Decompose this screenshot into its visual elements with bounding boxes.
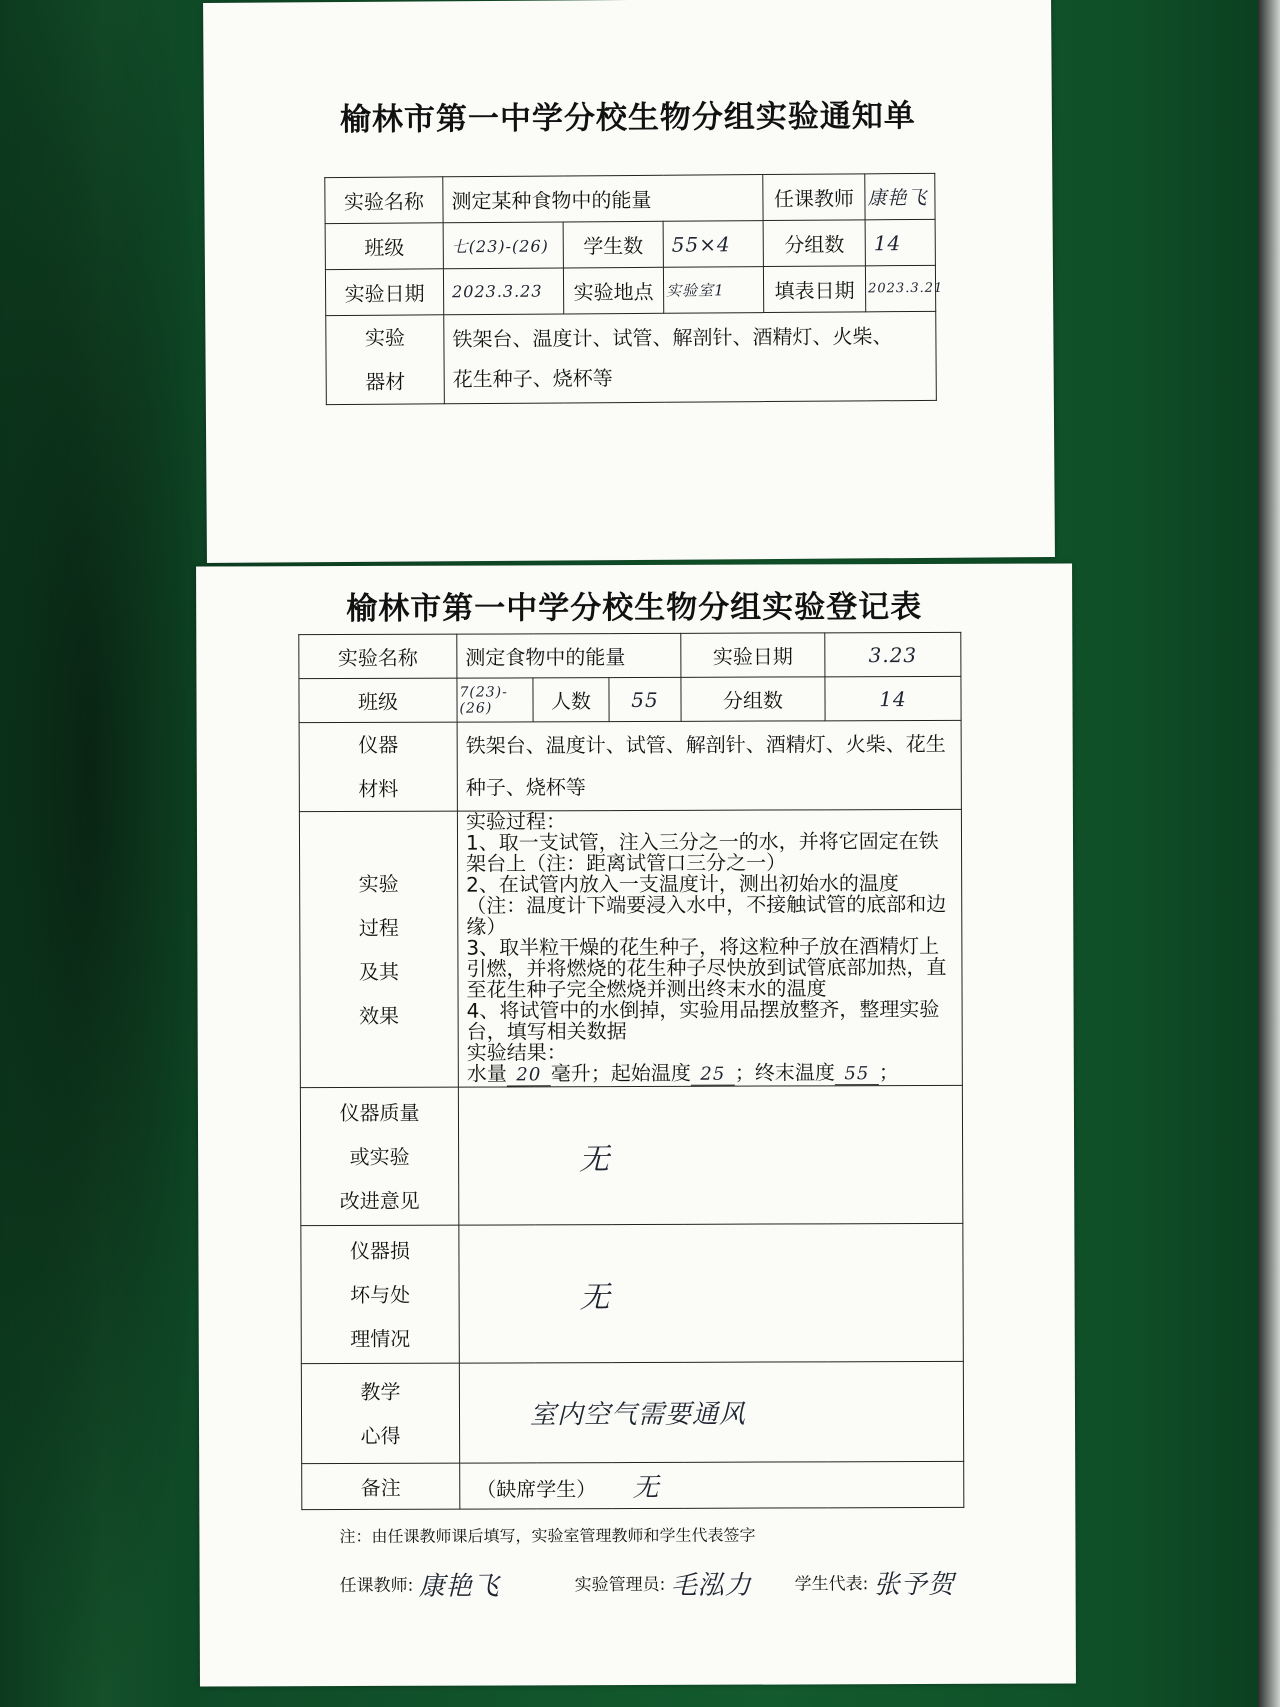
label-instruments-line1: 仪器 bbox=[358, 732, 399, 757]
notice-sheet bbox=[203, 0, 1055, 563]
label-equipment-line1: 实验 bbox=[364, 325, 405, 350]
admin-label: 实验管理员: bbox=[574, 1574, 666, 1596]
value-people: 55 bbox=[609, 677, 681, 721]
register-sheet bbox=[196, 563, 1076, 1686]
label-quality-line2: 或实验 bbox=[349, 1144, 410, 1169]
student-sign: 张予贺 bbox=[873, 1569, 955, 1601]
value-instruments bbox=[457, 720, 961, 811]
background-edge bbox=[1258, 0, 1280, 1707]
procedure-step-1: 1、取一支试管，注入三分之一的水，并将它固定在铁架台上（注：距离试管口三分之一） bbox=[465, 828, 939, 876]
label-quality-line1: 仪器质量 bbox=[339, 1100, 420, 1125]
label-class: 班级 bbox=[299, 678, 457, 723]
value-exp-name: 测定某种食物中的能量 bbox=[443, 175, 763, 223]
label-instruments-line2: 材料 bbox=[358, 776, 399, 801]
label-procedure-line2: 过程 bbox=[358, 915, 399, 940]
label-equipment bbox=[326, 315, 445, 405]
label-quality bbox=[300, 1087, 458, 1226]
label-location: 实验地点 bbox=[563, 267, 663, 314]
water-label: 水量 bbox=[466, 1061, 507, 1086]
value-class: 7(23)-(26) bbox=[457, 678, 533, 722]
label-teaching-line1: 教学 bbox=[360, 1379, 401, 1404]
value-students: 55×4 bbox=[663, 221, 763, 268]
result-heading: 实验结果： bbox=[466, 1040, 567, 1065]
label-groups: 分组数 bbox=[763, 220, 865, 267]
admin-signature bbox=[575, 1565, 752, 1603]
end-tail: ； bbox=[878, 1060, 899, 1085]
label-class: 班级 bbox=[325, 223, 443, 270]
value-instruments-line1: 铁架台、温度计、试管、解剖针、酒精灯、火柴、花生 bbox=[465, 731, 946, 758]
value-exp-date: 3.23 bbox=[825, 632, 961, 676]
value-location: 实验室1 bbox=[663, 267, 763, 314]
procedure-step-4: 4、将试管中的水倒掉，实验用品摆放整齐，整理实验台，填写相关数据 bbox=[466, 996, 940, 1044]
label-procedure-line3: 及其 bbox=[358, 959, 400, 984]
footer-note: 注：由任课教师课后填写，实验室管理教师和学生代表签字 bbox=[339, 1525, 756, 1547]
student-label: 学生代表: bbox=[794, 1574, 869, 1595]
register-title: 榆林市第一中学分校生物分组实验登记表 bbox=[346, 588, 923, 628]
notice-title: 榆林市第一中学分校生物分组实验通知单 bbox=[339, 97, 916, 139]
value-quality: 无 bbox=[458, 1085, 962, 1225]
value-equipment-line1: 铁架台、温度计、试管、解剖针、酒精灯、火柴、 bbox=[452, 324, 893, 352]
signature-row bbox=[339, 1564, 1060, 1602]
label-quality-line3: 改进意见 bbox=[339, 1188, 420, 1213]
value-teaching: 室内空气需要通风 bbox=[459, 1361, 963, 1463]
start-temp: 25 bbox=[691, 1064, 735, 1086]
remark-prefix: （缺席学生） bbox=[476, 1477, 597, 1502]
value-groups: 14 bbox=[825, 676, 961, 720]
label-instruments bbox=[299, 722, 457, 812]
label-equipment-line2: 器材 bbox=[365, 369, 406, 394]
label-fill-date: 填表日期 bbox=[763, 266, 865, 313]
label-exp-name: 实验名称 bbox=[299, 634, 457, 679]
value-exp-date: 2023.3.23 bbox=[443, 268, 563, 315]
label-procedure-line4: 效果 bbox=[359, 1003, 400, 1028]
label-damage-line2: 坏与处 bbox=[350, 1282, 411, 1307]
end-temp: 55 bbox=[835, 1063, 879, 1085]
end-label: ；终末温度 bbox=[734, 1060, 835, 1085]
procedure-block bbox=[457, 809, 962, 1087]
label-groups: 分组数 bbox=[681, 677, 825, 722]
value-instruments-line2: 种子、烧杯等 bbox=[465, 775, 586, 800]
remark-value: 无 bbox=[632, 1472, 660, 1504]
value-equipment bbox=[444, 311, 937, 403]
label-teacher: 任课教师 bbox=[763, 174, 865, 221]
student-signature bbox=[795, 1564, 955, 1602]
teacher-label: 任课教师: bbox=[339, 1575, 414, 1597]
label-teaching-line2: 心得 bbox=[360, 1423, 401, 1448]
teacher-sign: 康艳飞 bbox=[418, 1571, 500, 1602]
label-exp-date: 实验日期 bbox=[681, 633, 825, 678]
value-remark bbox=[460, 1461, 964, 1509]
label-students: 学生数 bbox=[563, 221, 663, 268]
label-exp-name: 实验名称 bbox=[325, 177, 443, 224]
label-exp-date: 实验日期 bbox=[325, 269, 443, 316]
background-shadow bbox=[0, 0, 230, 1707]
result-line bbox=[467, 1062, 954, 1087]
value-teacher: 康艳飞 bbox=[865, 173, 935, 219]
admin-sign: 毛泓力 bbox=[670, 1570, 752, 1601]
value-equipment-line2: 花生种子、烧杯等 bbox=[452, 366, 613, 392]
label-damage-line3: 理情况 bbox=[350, 1326, 411, 1351]
water-unit: 毫升；起始温度 bbox=[550, 1060, 691, 1086]
label-damage-line1: 仪器损 bbox=[349, 1238, 410, 1263]
teacher-signature bbox=[340, 1565, 500, 1603]
value-damage: 无 bbox=[459, 1223, 963, 1363]
procedure-step-2: 2、在试管内放入一支温度计，测出初始水的温度（注：温度计下端要浸入水中，不接触试管的底部和边缘） bbox=[466, 871, 947, 939]
label-people: 人数 bbox=[533, 678, 609, 722]
water-value: 20 bbox=[507, 1064, 551, 1086]
value-exp-name: 测定食物中的能量 bbox=[457, 633, 681, 678]
label-remark: 备注 bbox=[302, 1463, 460, 1510]
procedure-heading: 实验过程： bbox=[465, 809, 566, 834]
value-class: 七(23)-(26) bbox=[443, 222, 563, 269]
label-procedure-line1: 实验 bbox=[358, 871, 399, 896]
register-table bbox=[298, 632, 964, 1510]
label-damage bbox=[301, 1225, 459, 1364]
label-procedure bbox=[299, 811, 458, 1088]
value-groups: 14 bbox=[865, 219, 935, 265]
label-teaching bbox=[301, 1363, 459, 1464]
procedure-step-3: 3、取半粒干燥的花生种子，将这粒种子放在酒精灯上引燃，并将燃烧的花生种子尽快放到试管底部加热，直至花生种子完全燃烧并测出终末水的温度 bbox=[466, 933, 947, 1002]
value-fill-date: 2023.3.21 bbox=[865, 265, 935, 311]
notice-table bbox=[324, 173, 944, 405]
